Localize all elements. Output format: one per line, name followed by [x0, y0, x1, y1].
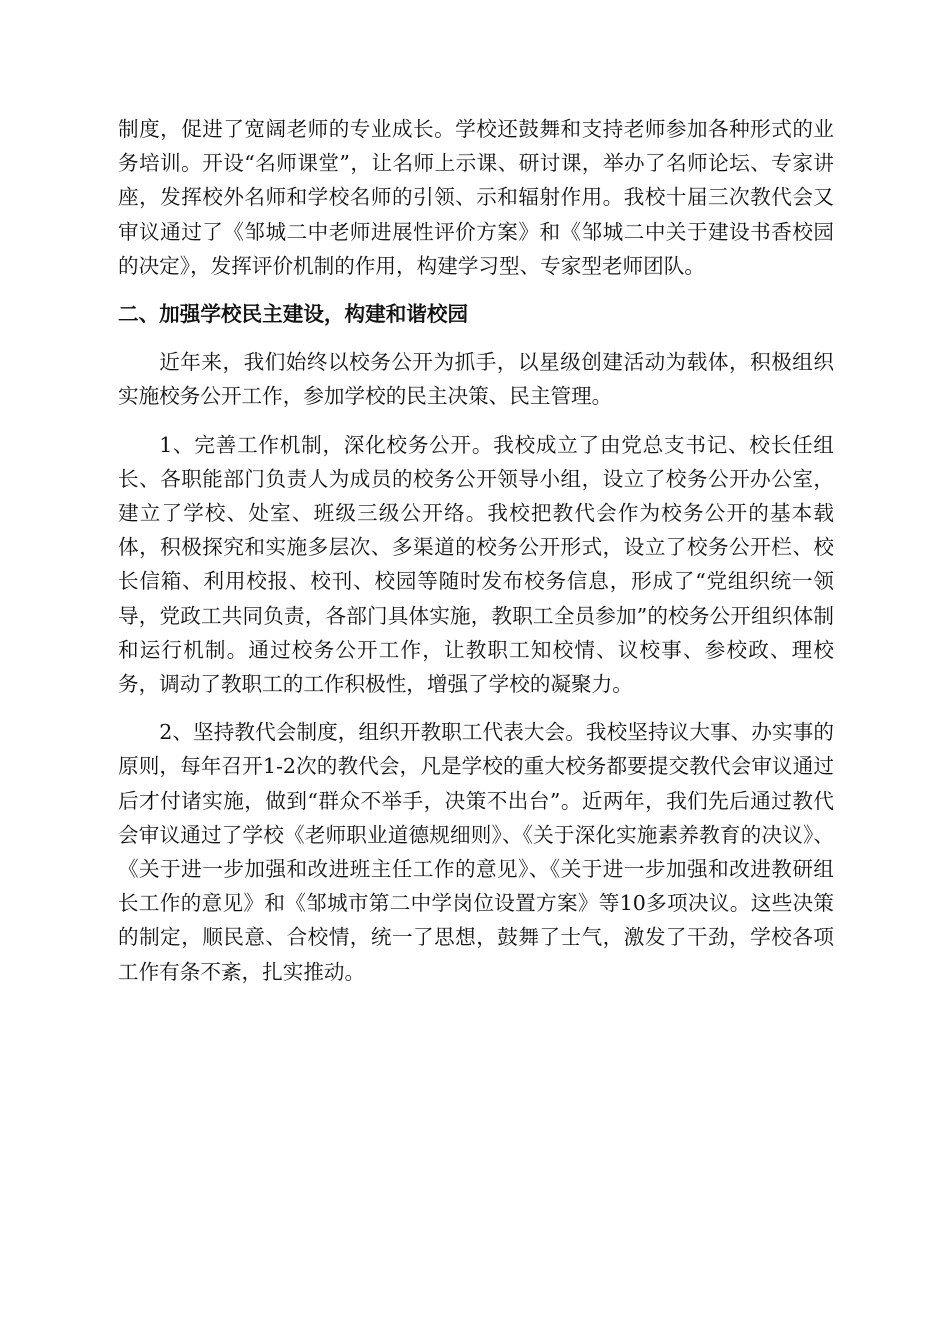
intro-paragraph: 近年来，我们始终以校务公开为抓手，以星级创建活动为载体，积极组织实施校务公开工作，参加学校的民主决策、民主管理。 [118, 350, 834, 409]
item-2-paragraph: 2、坚持教代会制度，组织开教职工代表大会。我校坚持议大事、办实事的原则，每年召开1-2次的教代会，凡是学校的重大校务都要提交教代会审议通过后才付诸实施，做到“群众不举手，决策不出台”。近两年，我们先后通过教代会审议通过了学校《老师职业道德规细则》、《关于深化实施素养教育的决议》、《关于进一步加强和改进班主任工作的意见》、《关于进一步加强和改进教研组长工作的意见》和《邹城市第二中学岗位设置方案》等10多项决议。这些决策的制定，顺民意、合校情，统一了思想，鼓舞了士气，激发了干劲，学校各项工作有条不紊，扎实推动。 [118, 720, 834, 984]
continuation-paragraph: 制度，促进了宽阔老师的专业成长。学校还鼓舞和支持老师参加各种形式的业务培训。开设“名师课堂”，让名师上示课、研讨课，举办了名师论坛、专家讲座，发挥校外名师和学校名师的引领、示和辐射作用。我校十届三次教代会又审议通过了《邹城二中老师进展性评价方案》和《邹城二中关于建设书香校园的决定》，发挥评价机制的作用，构建学习型、专家型老师团队。 [118, 117, 834, 278]
document-page [118, 112, 834, 989]
item-1-paragraph: 1、完善工作机制，深化校务公开。我校成立了由党总支书记、校长任组长、各职能部门负责人为成员的校务公开领导小组，设立了校务公开办公室，建立了学校、处室、班级三级公开络。我校把教代会作为校务公开的基本载体，积极探究和实施多层次、多渠道的校务公开形式，设立了校务公开栏、校长信箱、利用校报、校刊、校园等随时发布校务信息，形成了“党组织统一领导，党政工共同负责，各部门具体实施，教职工全员参加”的校务公开组织体制和运行机制。通过校务公开工作，让教职工知校情、议校事、参校政、理校务，调动了教职工的工作积极性，增强了学校的凝聚力。 [118, 432, 834, 697]
section-heading: 二、加强学校民主建设，构建和谐校园 [118, 302, 469, 327]
